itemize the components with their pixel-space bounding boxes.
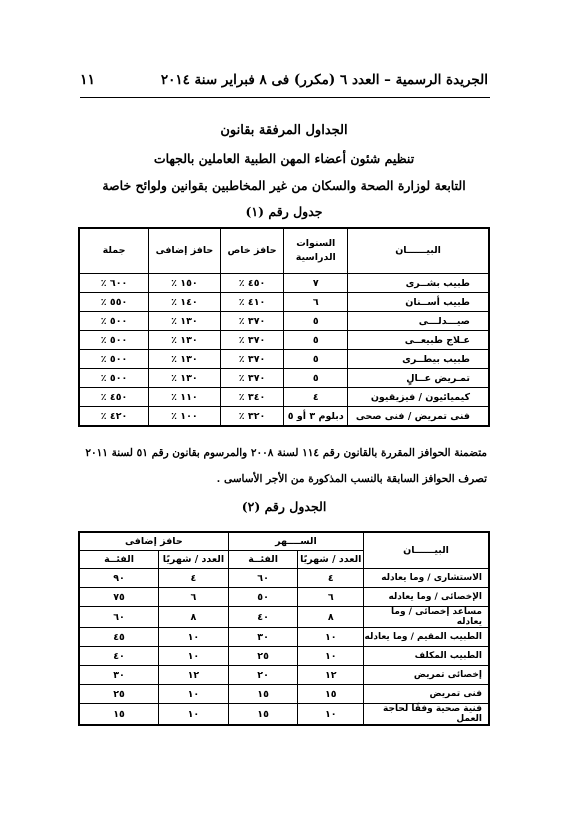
column-header: السنوات الدراسية bbox=[284, 228, 348, 274]
row-label-cell: الإخصائى / وما يعادله bbox=[364, 588, 489, 607]
table-cell: ٤ bbox=[284, 388, 348, 407]
table-cell: ١٠ bbox=[298, 704, 364, 726]
table-cell: ١٣٠ ٪ bbox=[149, 350, 221, 369]
table-row bbox=[79, 407, 489, 427]
table-row bbox=[79, 607, 489, 628]
table-cell: ٧٥ bbox=[79, 588, 159, 607]
row-label-cell: الطبيب المكلف bbox=[364, 647, 489, 666]
row-label-cell: تمـريض عــالٍ bbox=[348, 369, 489, 388]
table-cell: ١٠٠ ٪ bbox=[149, 407, 221, 427]
table-cell: ١٢ bbox=[159, 666, 229, 685]
table-cell: ٥ bbox=[284, 312, 348, 331]
row-label-cell: طبيب أســنان bbox=[348, 293, 489, 312]
table-row bbox=[79, 388, 489, 407]
table-cell: ٥٠٠ ٪ bbox=[79, 331, 149, 350]
table-cell: ٤٢٠ ٪ bbox=[79, 407, 149, 427]
row-label-cell: الاستشارى / وما يعادله bbox=[364, 569, 489, 588]
gazette-title: الجريدة الرسمية – العدد ٦ (مكرر) فى ٨ فبراير سنة ٢٠١٤ bbox=[160, 72, 488, 88]
table-cell: ١٥ bbox=[79, 704, 159, 726]
table-header-row bbox=[79, 228, 489, 274]
table-cell: ٣٧٠ ٪ bbox=[220, 350, 284, 369]
table-cell: ٤ bbox=[298, 569, 364, 588]
table-row bbox=[79, 666, 489, 685]
table-cell: ٨ bbox=[159, 607, 229, 628]
table-group-header-row bbox=[79, 532, 489, 551]
column-header: الفئــة bbox=[79, 551, 159, 569]
column-header: العدد / شهريًا bbox=[159, 551, 229, 569]
group-header-extra-incentive: حافز إضافى bbox=[79, 532, 228, 551]
table2-caption: الجدول رقم (٢) bbox=[241, 499, 327, 514]
row-label-cell: مساعد إخصائى / وما يعادله bbox=[364, 607, 489, 628]
row-label-cell: طبيب بيطــرى bbox=[348, 350, 489, 369]
table-cell: ٦٠ bbox=[228, 569, 298, 588]
table-cell: ٦٠٠ ٪ bbox=[79, 274, 149, 293]
table-cell: ٣٧٠ ٪ bbox=[220, 331, 284, 350]
table-cell: ٤٥ bbox=[79, 628, 159, 647]
table-row bbox=[79, 331, 489, 350]
row-label-cell: إخصائى تمريض bbox=[364, 666, 489, 685]
header-rule bbox=[80, 97, 490, 98]
row-label-cell: فنى تمريض bbox=[364, 685, 489, 704]
table-row bbox=[79, 369, 489, 388]
table-cell: ١٠ bbox=[298, 628, 364, 647]
group-header-night-shift: الســــهر bbox=[228, 532, 363, 551]
incentives-table-2 bbox=[78, 531, 490, 726]
table-cell: ٥٠ bbox=[228, 588, 298, 607]
table-cell: ٤٠ bbox=[228, 607, 298, 628]
annex-subtitle-line1: تنظيم شئون أعضاء المهن الطبية العاملين بالجهات bbox=[153, 151, 415, 166]
annex-title: الجداول المرفقة بقانون bbox=[220, 123, 348, 138]
annex-subtitle-line2: التابعة لوزارة الصحة والسكان من غير المخاطبين بقوانين ولوائح خاصة bbox=[102, 178, 466, 193]
row-label-cell: فنى تمريض / فنى صحى bbox=[348, 407, 489, 427]
table-cell: ٥٠٠ ٪ bbox=[79, 369, 149, 388]
table-cell: ١٤٠ ٪ bbox=[149, 293, 221, 312]
table-cell: ٩٠ bbox=[79, 569, 159, 588]
incentives-table-1 bbox=[78, 227, 490, 427]
column-header: العدد / شهريًا bbox=[298, 551, 364, 569]
table-cell: ٥ bbox=[284, 331, 348, 350]
table-row bbox=[79, 350, 489, 369]
table-cell: ٤٥٠ ٪ bbox=[79, 388, 149, 407]
table-cell: ١٠ bbox=[159, 685, 229, 704]
row-label-cell: كيميائيون / فيزيقيون bbox=[348, 388, 489, 407]
table-cell: ٥٥٠ ٪ bbox=[79, 293, 149, 312]
table-cell: ٦٠ bbox=[79, 607, 159, 628]
column-header: البيــــــان bbox=[364, 532, 489, 569]
table-row bbox=[79, 685, 489, 704]
note-line-1: متضمنة الحوافز المقررة بالقانون رقم ١١٤ لسنة ٢٠٠٨ والمرسوم بقانون رقم ٥١ لسنة ٢٠١١ bbox=[85, 447, 487, 459]
table-cell: ٤ bbox=[159, 569, 229, 588]
table-cell: ٢٥ bbox=[228, 647, 298, 666]
table-cell: ٦ bbox=[159, 588, 229, 607]
table-cell: ٥٠٠ ٪ bbox=[79, 350, 149, 369]
table-cell: ١٠ bbox=[159, 628, 229, 647]
table-cell: ٣٧٠ ٪ bbox=[220, 369, 284, 388]
table-cell: ٣٤٠ ٪ bbox=[220, 388, 284, 407]
table-cell: ٣٠ bbox=[79, 666, 159, 685]
table-cell: دبلوم ٣ أو ٥ bbox=[284, 407, 348, 427]
table-cell: ١٠ bbox=[298, 647, 364, 666]
table-cell: ٢٥ bbox=[79, 685, 159, 704]
column-header: حافز خاص bbox=[220, 228, 284, 274]
column-header: جملة bbox=[79, 228, 149, 274]
table-cell: ٢٠ bbox=[228, 666, 298, 685]
table-row bbox=[79, 704, 489, 726]
table-cell: ١٣٠ ٪ bbox=[149, 369, 221, 388]
table-cell: ١٣٠ ٪ bbox=[149, 312, 221, 331]
table-cell: ١٥ bbox=[228, 685, 298, 704]
table-cell: ١١٠ ٪ bbox=[149, 388, 221, 407]
table-cell: ١٢ bbox=[298, 666, 364, 685]
table-cell: ٥ bbox=[284, 369, 348, 388]
column-header: البيــــــان bbox=[348, 228, 489, 274]
table-cell: ٣٠ bbox=[228, 628, 298, 647]
page-header bbox=[80, 72, 488, 94]
table-cell: ٨ bbox=[298, 607, 364, 628]
table-cell: ٣٧٠ ٪ bbox=[220, 312, 284, 331]
table-row bbox=[79, 312, 489, 331]
table-cell: ١٥ bbox=[298, 685, 364, 704]
table-row bbox=[79, 274, 489, 293]
table-cell: ٤٥٠ ٪ bbox=[220, 274, 284, 293]
table-cell: ٥٠٠ ٪ bbox=[79, 312, 149, 331]
table-cell: ١٠ bbox=[159, 704, 229, 726]
page-number: ١١ bbox=[80, 72, 96, 88]
table-cell: ٣٢٠ ٪ bbox=[220, 407, 284, 427]
row-label-cell: طبيب بشــرى bbox=[348, 274, 489, 293]
table-cell: ٤١٠ ٪ bbox=[220, 293, 284, 312]
table-cell: ٥ bbox=[284, 350, 348, 369]
table-cell: ١٣٠ ٪ bbox=[149, 331, 221, 350]
table-cell: ٦ bbox=[284, 293, 348, 312]
row-label-cell: الطبيب المقيم / وما يعادله bbox=[364, 628, 489, 647]
table-cell: ١٥٠ ٪ bbox=[149, 274, 221, 293]
row-label-cell: صيـــدلـــى bbox=[348, 312, 489, 331]
table-row bbox=[79, 628, 489, 647]
table-cell: ٦ bbox=[298, 588, 364, 607]
table-row bbox=[79, 588, 489, 607]
column-header: الفئــة bbox=[228, 551, 298, 569]
row-label-cell: عـلاج طبيعــى bbox=[348, 331, 489, 350]
table-row bbox=[79, 569, 489, 588]
column-header: حافز إضافى bbox=[149, 228, 221, 274]
table-cell: ٤٠ bbox=[79, 647, 159, 666]
table-cell: ١٠ bbox=[159, 647, 229, 666]
row-label-cell: فنية صحية وفقًا لحاجة العمل bbox=[364, 704, 489, 726]
table1-caption: جدول رقم (١) bbox=[245, 204, 323, 219]
table-cell: ٧ bbox=[284, 274, 348, 293]
table-row bbox=[79, 293, 489, 312]
table-row bbox=[79, 647, 489, 666]
table-cell: ١٥ bbox=[228, 704, 298, 726]
note-line-2: تصرف الحوافز السابقة بالنسب المذكورة من الأجر الأساسى . bbox=[216, 473, 487, 485]
